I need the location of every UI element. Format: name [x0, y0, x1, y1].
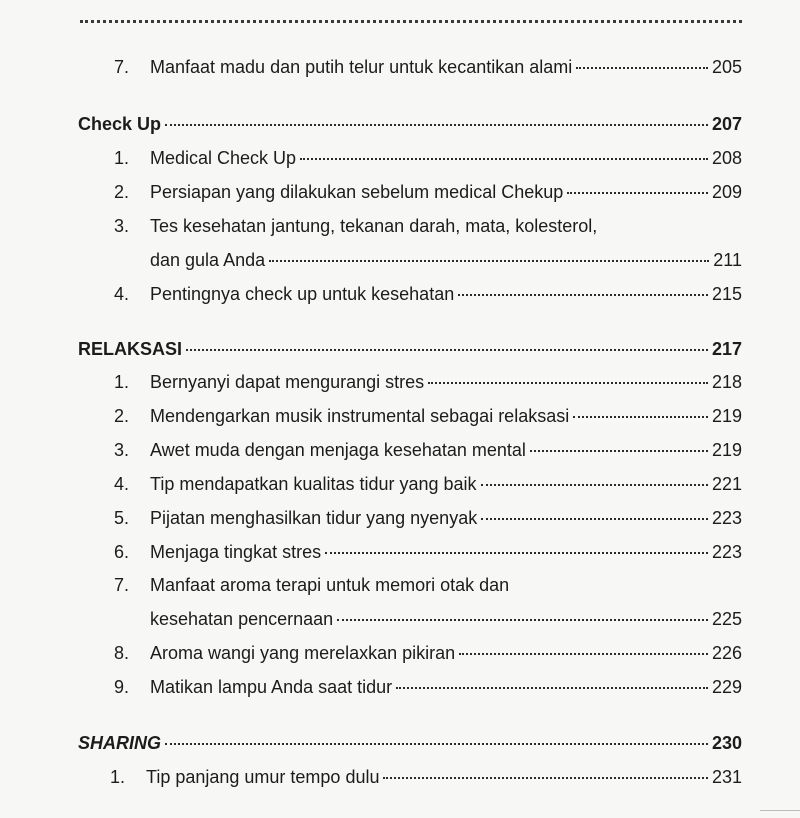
toc-page-number: 219	[711, 440, 742, 460]
toc-entry-row	[0, 367, 800, 397]
toc-entry	[150, 642, 742, 664]
page-edge-line	[760, 810, 800, 811]
toc-entry-row	[0, 604, 800, 634]
dot-leader	[165, 743, 708, 745]
toc-entry-title: Mendengarkan musik instrumental sebagai relaksasi	[150, 406, 570, 426]
toc-entry	[150, 181, 742, 203]
toc-entry-number: 5.	[114, 508, 130, 528]
toc-entry-row	[0, 245, 800, 275]
toc-page-number: 211	[713, 250, 742, 270]
dot-leader	[300, 158, 708, 160]
toc-entry-number: 3.	[114, 440, 130, 460]
toc-entry-title: Awet muda dengan menjaga kesehatan mental	[150, 440, 526, 460]
toc-entry-title: Manfaat madu dan putih telur untuk kecantikan alami	[150, 57, 573, 77]
toc-page-number: 218	[711, 372, 742, 392]
toc-entry	[150, 283, 742, 305]
toc-page-number: 219	[711, 406, 742, 426]
toc-entry-number: 6.	[114, 542, 130, 562]
toc-page-number: 225	[711, 609, 742, 629]
toc-entry-row	[0, 672, 800, 702]
dot-leader	[481, 518, 708, 520]
toc-entry	[150, 405, 742, 427]
toc-entry-row	[0, 435, 800, 465]
toc-entry-row	[0, 401, 800, 431]
toc-page-number: 231	[711, 767, 742, 787]
toc-entry	[150, 249, 742, 271]
toc-page-number: 217	[711, 339, 742, 359]
toc-entry	[78, 732, 742, 754]
toc-entry-row	[0, 503, 800, 533]
toc-entry-number: 3.	[114, 216, 130, 236]
toc-page-number: 221	[711, 474, 742, 494]
toc-entry-title: Tip mendapatkan kualitas tidur yang baik	[150, 474, 477, 494]
toc-entry-number: 7.	[114, 57, 130, 77]
toc-entry	[150, 608, 742, 630]
toc-entry	[150, 676, 742, 698]
dot-leader	[530, 450, 708, 452]
toc-entry-row	[0, 52, 800, 82]
toc-entry-number: 7.	[114, 575, 130, 595]
toc-page-number: 209	[711, 182, 742, 202]
toc-entry-title: kesehatan pencernaan	[150, 609, 334, 629]
toc-entry-row	[0, 762, 800, 792]
toc-entry-row	[0, 177, 800, 207]
toc-section-title: RELAKSASI	[78, 339, 183, 359]
toc-entry	[150, 507, 742, 529]
toc-entry-title: Menjaga tingkat stres	[150, 542, 322, 562]
toc-entry-number: 9.	[114, 677, 130, 697]
dot-leader	[481, 484, 708, 486]
toc-entry-number: 4.	[114, 284, 130, 304]
dot-leader	[573, 416, 708, 418]
toc-entry-title: Tes kesehatan jantung, tekanan darah, mata, kolesterol,	[150, 216, 598, 236]
dot-leader	[396, 687, 708, 689]
toc-entry	[150, 371, 742, 393]
toc-entry-number: 2.	[114, 182, 130, 202]
toc-section-title: SHARING	[78, 733, 162, 753]
toc-entry	[150, 541, 742, 563]
toc-entry	[150, 147, 742, 169]
dot-leader	[186, 349, 708, 351]
toc-entry-number: 1.	[114, 148, 130, 168]
toc-entry-row	[0, 537, 800, 567]
toc-page-number: 229	[711, 677, 742, 697]
dot-leader	[325, 552, 708, 554]
toc-page-number: 208	[711, 148, 742, 168]
toc-page-number: 226	[711, 643, 742, 663]
toc-entry-number: 1.	[110, 767, 126, 787]
toc-entry-row	[0, 638, 800, 668]
toc-entry-row	[0, 570, 800, 600]
toc-entry	[78, 113, 742, 135]
toc-entry-title: Pijatan menghasilkan tidur yang nyenyak	[150, 508, 478, 528]
toc-section-row	[0, 109, 800, 139]
dot-leader	[383, 777, 707, 779]
dot-leader	[576, 67, 708, 69]
toc-entry	[150, 439, 742, 461]
toc-entry-title: dan gula Anda	[150, 250, 266, 270]
toc-entry	[78, 338, 742, 360]
toc-entry	[150, 473, 742, 495]
toc-section-title: Check Up	[78, 114, 162, 134]
toc-entry	[146, 766, 742, 788]
dot-leader	[428, 382, 708, 384]
toc-entry-title: Aroma wangi yang merelaxkan pikiran	[150, 643, 456, 663]
toc-entry-number: 8.	[114, 643, 130, 663]
toc-entry-row	[0, 143, 800, 173]
toc-page-number: 215	[711, 284, 742, 304]
toc-section-row	[0, 728, 800, 758]
toc-page-number: 223	[711, 542, 742, 562]
toc-entry-title: Pentingnya check up untuk kesehatan	[150, 284, 455, 304]
dot-leader	[458, 294, 708, 296]
toc-page-number: 207	[711, 114, 742, 134]
toc-entry-row	[0, 469, 800, 499]
toc-entry-title: Bernyanyi dapat mengurangi stres	[150, 372, 425, 392]
toc-entry-number: 4.	[114, 474, 130, 494]
toc-entry-title: Manfaat aroma terapi untuk memori otak dan	[150, 575, 510, 595]
toc-page-number: 223	[711, 508, 742, 528]
toc-page-number: 205	[711, 57, 742, 77]
toc-entry-number: 1.	[114, 372, 130, 392]
toc-section-row	[0, 334, 800, 364]
toc-page-number: 230	[711, 733, 742, 753]
dot-leader	[269, 260, 709, 262]
dot-leader	[165, 124, 708, 126]
top-dotted-rule	[80, 20, 742, 23]
toc-entry	[150, 56, 742, 78]
toc-entry-title: Matikan lampu Anda saat tidur	[150, 677, 393, 697]
toc-entry-row	[0, 279, 800, 309]
toc-entry-number: 2.	[114, 406, 130, 426]
dot-leader	[567, 192, 708, 194]
toc-entry-title: Tip panjang umur tempo dulu	[146, 767, 380, 787]
dot-leader	[337, 619, 708, 621]
toc-entry-row	[0, 211, 800, 241]
dot-leader	[459, 653, 708, 655]
toc-entry-title: Medical Check Up	[150, 148, 297, 168]
toc-entry-title: Persiapan yang dilakukan sebelum medical Chekup	[150, 182, 564, 202]
